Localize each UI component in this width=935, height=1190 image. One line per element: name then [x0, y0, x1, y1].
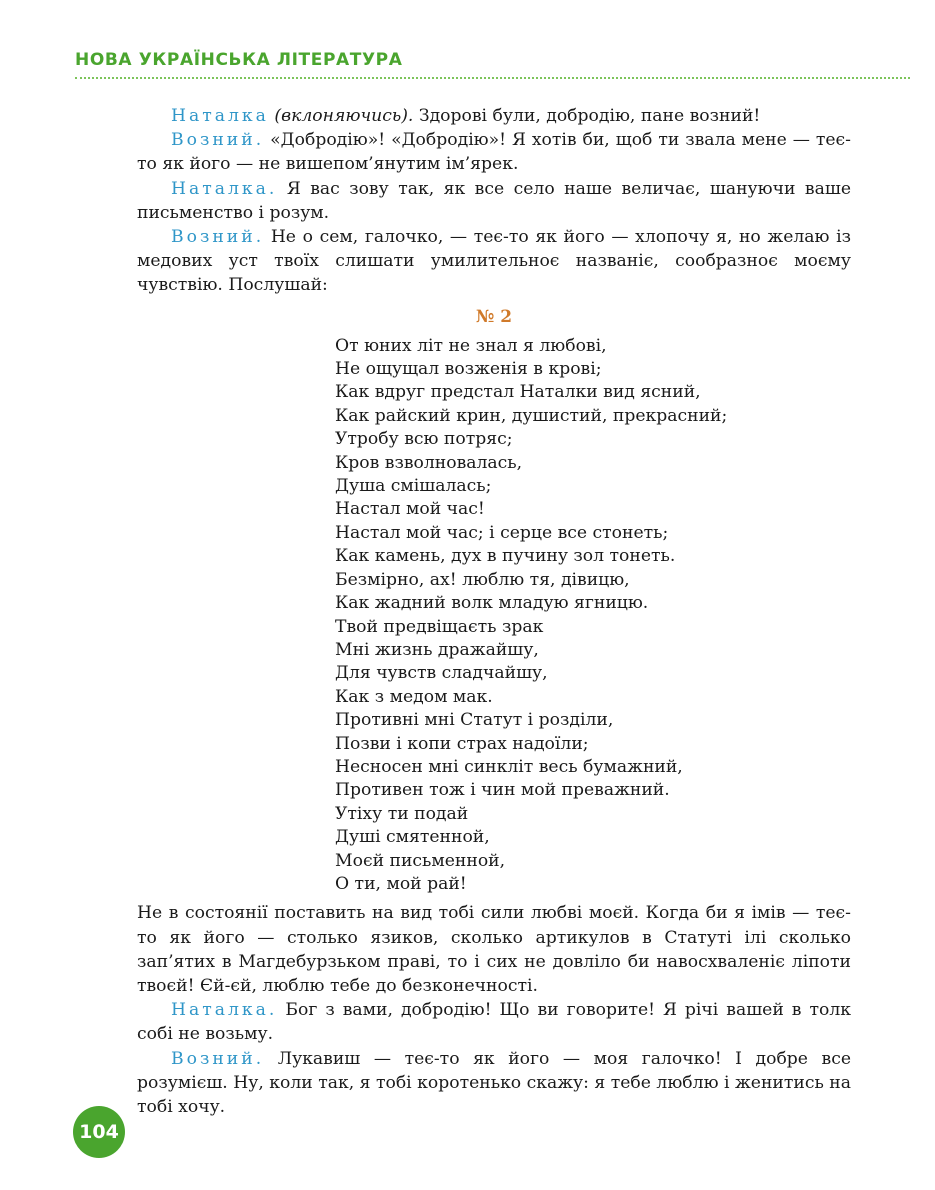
- dialogue-paragraph: [137, 1047, 851, 1120]
- verse-line: Как з медом мак.: [335, 686, 493, 707]
- verse-line: О ти, мой рай!: [335, 873, 467, 894]
- stage-direction: (вклоняючись).: [274, 106, 414, 126]
- verse-line: Настал мой час; і серце все стонеть;: [335, 522, 669, 543]
- speaker-name: Возний.: [171, 227, 265, 248]
- verse-line: Противні мні Статут і розділи,: [335, 710, 614, 731]
- song-verse: [335, 335, 851, 897]
- verse-line: Противен тож і чин мой преважний.: [335, 780, 670, 801]
- dialogue-text: «Добродію»! «Добродію»! Я хотів би, щоб ти звала мене — теє-то як його — не вишепом’янутим ім’ярек.: [137, 130, 851, 175]
- dialogue-text: Бог з вами, добродію! Що ви говорите! Я річі вашей в толк собі не возьму.: [137, 1000, 851, 1045]
- verse-line: Безмірно, ах! люблю тя, дівицю,: [335, 569, 630, 590]
- section-header: НОВА УКРАЇНСЬКА ЛІТЕРАТУРА: [75, 50, 403, 70]
- speaker-name: Возний.: [171, 130, 265, 151]
- verse-line: Душі смятенной,: [335, 827, 490, 848]
- verse-line: Как райский крин, душистий, прекрасний;: [335, 405, 728, 426]
- dialogue-paragraph: [137, 177, 851, 225]
- dialogue-text: Лукавиш — теє-то як його — моя галочко! І добре все розумієш. Ну, коли так, я тобі коротенько скажу: я тебе люблю і женитись на тобі хочу.: [137, 1048, 851, 1117]
- verse-line: Кров взволновалась,: [335, 452, 523, 473]
- verse-line: Не ощущал возженія в крові;: [335, 359, 602, 380]
- dialogue-paragraph: Не в состоянії поставить на вид тобі сили любві моєй. Когда би я імів — теє-то як його — столько язиков, сколько артикулов в Статуті ілі сколько зап’ятих в Магдебурзьком праві, то і сих не довліло би навосхваленіє ліпоти твоєй! Єй-єй, люблю тебе до безконечності.: [137, 903, 851, 996]
- verse-line: Утробу всю потряс;: [335, 429, 513, 450]
- verse-line: Как камень, дух в пучину зол тонеть.: [335, 546, 676, 567]
- header-divider: [75, 77, 910, 79]
- speaker-name: Наталка.: [171, 178, 278, 199]
- verse-line: Душа смішалась;: [335, 476, 492, 497]
- speaker-name: Возний.: [171, 1048, 265, 1069]
- dialogue-text: Здорові були, добродію, пане возний!: [413, 106, 761, 126]
- dialogue-text: Я вас зову так, як все село наше величає, шануючи ваше письменство і розум.: [137, 178, 851, 223]
- verse-line: Утіху ти подай: [335, 803, 469, 824]
- verse-line: Мні жизнь дражайшу,: [335, 639, 539, 660]
- song-number: № 2: [475, 306, 513, 327]
- verse-line: Как жадний волк младую ягницю.: [335, 593, 649, 614]
- speaker-name: Наталка.: [171, 1000, 278, 1021]
- page-content: [137, 104, 851, 1119]
- verse-line: Твой предвіщаєть зрак: [335, 616, 544, 637]
- verse-line: Как вдруг предстал Наталки вид ясний,: [335, 382, 701, 403]
- verse-line: Позви і копи страх надоїли;: [335, 733, 589, 754]
- verse-line: Для чувств сладчайшу,: [335, 663, 548, 684]
- dialogue-paragraph: [137, 998, 851, 1046]
- dialogue-paragraph: [137, 225, 851, 298]
- verse-line: Настал мой час!: [335, 499, 485, 520]
- verse-line: Несносен мні синкліт весь бумажний,: [335, 756, 683, 777]
- dialogue-paragraph: [137, 128, 851, 176]
- page-number-badge: 104: [73, 1106, 125, 1158]
- verse-line: От юних літ не знал я любові,: [335, 335, 607, 356]
- verse-line: Моєй письменной,: [335, 850, 506, 871]
- dialogue-paragraph: [137, 104, 851, 128]
- speaker-name: Наталка: [171, 106, 269, 126]
- dialogue-text: Не о сем, галочко, — теє-то як його — хлопочу я, но желаю із медових уст твоїх слишати умилительноє названіє, сообразноє моєму чувствію. Послушай:: [137, 227, 851, 296]
